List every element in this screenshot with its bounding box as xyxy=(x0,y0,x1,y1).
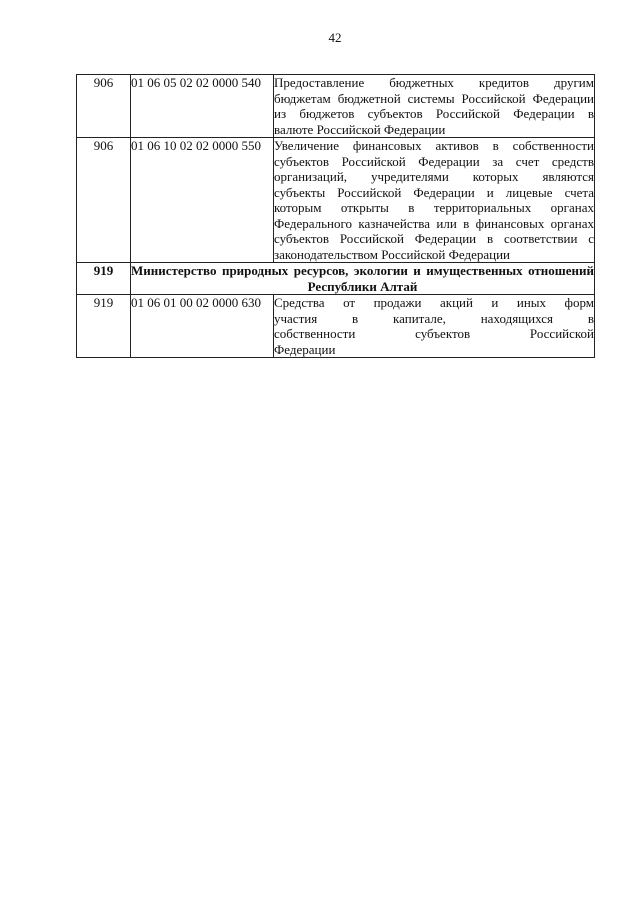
admin-code-cell: 906 xyxy=(77,75,131,138)
description-line: участия в капитале, находящихся в xyxy=(274,310,594,326)
description-line: Предоставление бюджетных кредитов другим xyxy=(274,75,594,90)
table-row xyxy=(77,138,595,263)
description-line: Увеличение финансовых активов в собственности xyxy=(274,138,594,153)
description-line: Федерации xyxy=(274,341,336,357)
description-line: которым открыты в территориальных органах xyxy=(274,200,594,215)
admin-code-cell: 919 xyxy=(77,295,131,358)
table-row xyxy=(77,295,595,358)
description-line: Средства от продажи акций и иных форм xyxy=(274,295,594,310)
admin-code-cell: 906 xyxy=(77,138,131,263)
description-line: субъекты Российской Федерации и лицевые счета xyxy=(274,184,594,200)
ministry-code-cell: 919 xyxy=(77,263,131,295)
description-line: организаций, учредителями которых являются xyxy=(274,169,594,184)
description-line: законодательством Российской Федерации xyxy=(274,246,510,262)
page-number: 42 xyxy=(328,30,342,45)
source-code-cell: 01 06 01 00 02 0000 630 xyxy=(131,295,274,358)
budget-sources-table xyxy=(76,74,595,358)
description-line: субъектов Российской Федерации за счет средств xyxy=(274,153,594,169)
description-cell xyxy=(274,138,595,263)
description-line: валюте Российской Федерации xyxy=(274,121,446,137)
ministry-header-row xyxy=(77,263,595,295)
description-cell xyxy=(274,75,595,138)
description-line: Федерального казначейства или в финансовых органах xyxy=(274,215,594,231)
ministry-title-line: Республики Алтай xyxy=(307,278,418,294)
description-line: бюджетам бюджетной системы Российской Федерации xyxy=(274,90,594,106)
description-line: из бюджетов субъектов Российской Федерации в xyxy=(274,106,594,121)
description-line: субъектов Российской Федерации в соответствии с xyxy=(274,231,594,246)
table-row xyxy=(77,75,595,138)
source-code-cell: 01 06 10 02 02 0000 550 xyxy=(131,138,274,263)
ministry-title-cell xyxy=(131,263,595,295)
description-cell xyxy=(274,295,595,358)
source-code-cell: 01 06 05 02 02 0000 540 xyxy=(131,75,274,138)
description-line: собственности субъектов Российской xyxy=(274,326,594,341)
ministry-title-line: Министерство природных ресурсов, экологии и имущественных отношений xyxy=(131,263,594,278)
